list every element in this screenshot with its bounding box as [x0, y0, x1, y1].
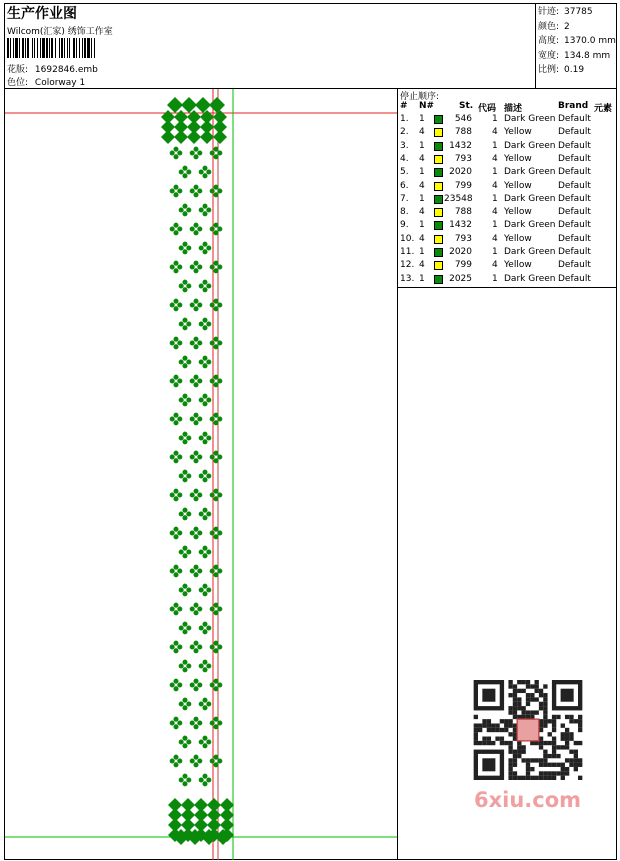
clover-motif	[209, 564, 224, 579]
row-needle: 4	[419, 180, 425, 191]
row-stitches: 793	[454, 233, 472, 244]
barcode-bar	[76, 38, 77, 58]
table-row	[400, 154, 616, 167]
row-stitches: 799	[454, 260, 472, 271]
design-file-row	[7, 62, 98, 75]
row-code: 4	[492, 153, 498, 164]
clover-motif	[209, 298, 224, 313]
row-needle: 1	[419, 140, 425, 151]
clover-motif	[169, 488, 184, 503]
clover-motif	[169, 298, 184, 313]
clover-motif	[209, 488, 224, 503]
barcode-bar	[61, 38, 63, 58]
clover-motif	[178, 507, 193, 522]
row-code: 4	[492, 127, 498, 138]
clover-motif	[189, 526, 204, 541]
row-code: 4	[492, 233, 498, 244]
clover-motif	[189, 564, 204, 579]
clover-motif	[189, 754, 204, 769]
row-code: 1	[492, 193, 498, 204]
row-num: 1.	[400, 114, 409, 124]
clover-motif	[189, 488, 204, 503]
stat-value: 134.8 mm	[564, 50, 611, 61]
row-stitches: 793	[454, 153, 472, 164]
company-name: Wilcom(汇家) 绣饰工作室	[7, 27, 113, 37]
top-cluster-diamond	[174, 130, 188, 144]
row-num: 6.	[400, 180, 409, 191]
clover-motif	[198, 659, 213, 674]
row-stitches: 1432	[449, 220, 472, 231]
stats-list	[538, 5, 616, 78]
barcode-bar	[7, 38, 9, 58]
row-num: 4.	[400, 153, 409, 164]
clover-motif	[178, 659, 193, 674]
row-brand: Default	[558, 260, 591, 271]
table-row	[400, 247, 616, 260]
clover-motif	[178, 355, 193, 370]
design-preview	[5, 89, 397, 860]
clover-motif	[198, 469, 213, 484]
col-element: 元素	[594, 104, 613, 114]
row-desc: Dark Green	[504, 167, 556, 178]
row-num: 7.	[400, 193, 409, 204]
clover-motif	[209, 602, 224, 617]
clover-motif	[189, 412, 204, 427]
clover-motif	[189, 298, 204, 313]
clover-motif	[189, 374, 204, 389]
row-num: 3.	[400, 140, 409, 151]
clover-motif	[169, 678, 184, 693]
clover-motif	[178, 165, 193, 180]
row-num: 8.	[400, 207, 409, 218]
row-needle: 1	[419, 247, 425, 257]
clover-motif	[209, 412, 224, 427]
top-cluster-diamond	[161, 130, 175, 144]
clover-motif	[189, 146, 204, 161]
clover-motif	[169, 716, 184, 731]
stop-sequence-title: 停止顺序:	[400, 92, 440, 102]
clover-motif	[178, 279, 193, 294]
clover-motif	[189, 184, 204, 199]
row-stitches: 788	[454, 127, 472, 138]
col-stitches: St.	[459, 101, 474, 111]
row-brand: Default	[558, 140, 591, 151]
clover-motif	[189, 336, 204, 351]
embroidery-motifs	[161, 97, 234, 845]
row-desc: Dark Green	[504, 273, 556, 284]
row-brand: Default	[558, 180, 591, 191]
clover-motif	[169, 754, 184, 769]
barcode-bar	[67, 38, 68, 58]
row-needle: 1	[419, 114, 425, 124]
row-brand: Default	[558, 127, 591, 138]
row-brand: Default	[558, 193, 591, 204]
clover-motif	[198, 165, 213, 180]
page-title: 生产作业图	[7, 6, 77, 22]
top-cluster-diamond	[209, 97, 225, 113]
row-brand: Default	[558, 207, 591, 218]
clover-motif	[169, 222, 184, 237]
clover-motif	[178, 431, 193, 446]
row-desc: Dark Green	[504, 247, 556, 257]
clover-motif	[169, 146, 184, 161]
table-row	[400, 127, 616, 140]
stat-height	[538, 34, 616, 49]
clover-motif	[169, 526, 184, 541]
barcode-bar	[34, 38, 35, 58]
table-divider	[397, 88, 398, 860]
row-num: 10.	[400, 233, 415, 244]
clover-motif	[198, 697, 213, 712]
col-desc: 描述	[504, 104, 523, 114]
clover-motif	[198, 317, 213, 332]
clover-motif	[198, 621, 213, 636]
row-desc: Dark Green	[504, 114, 556, 124]
clover-motif	[169, 412, 184, 427]
clover-motif	[209, 526, 224, 541]
barcode-bar	[59, 38, 60, 58]
color-swatch	[434, 142, 443, 151]
barcode-bar	[94, 38, 95, 58]
clover-motif	[198, 393, 213, 408]
row-stitches: 23548	[444, 193, 473, 204]
clover-motif	[198, 773, 213, 788]
barcode-bar	[69, 38, 70, 58]
color-swatch	[434, 248, 443, 257]
row-needle: 1	[419, 220, 425, 231]
row-stitches: 2025	[449, 273, 472, 284]
barcode-bar	[13, 38, 14, 58]
row-desc: Yellow	[504, 260, 532, 271]
top-cluster-diamond	[200, 130, 214, 144]
col-code: 代码	[478, 104, 497, 114]
row-stitches: 788	[454, 207, 472, 218]
barcode-bar	[82, 38, 83, 58]
barcode-bar	[51, 38, 53, 58]
barcode-bar	[10, 38, 11, 58]
row-desc: Yellow	[504, 180, 532, 191]
clover-motif	[169, 184, 184, 199]
barcode-bar	[91, 38, 92, 58]
clover-motif	[189, 716, 204, 731]
row-needle: 1	[419, 273, 425, 284]
row-desc: Yellow	[504, 207, 532, 218]
row-code: 4	[492, 180, 498, 191]
stat-value: 37785	[564, 7, 593, 17]
design-label: 花版:	[7, 65, 29, 75]
row-desc: Dark Green	[504, 193, 556, 204]
table-row	[400, 207, 616, 220]
row-stitches: 546	[454, 114, 472, 124]
top-cluster-diamond	[213, 130, 227, 144]
clover-motif	[209, 336, 224, 351]
barcode-bar	[42, 38, 45, 58]
col-num: #	[400, 101, 408, 111]
stat-label: 针迹:	[538, 7, 560, 17]
clover-motif	[178, 545, 193, 560]
barcode-bar	[64, 38, 65, 58]
stat-scale	[538, 63, 616, 78]
barcode-bar	[84, 38, 86, 58]
barcode-bar	[87, 38, 90, 58]
colorway-label: 色位:	[7, 78, 29, 88]
clover-motif	[178, 203, 193, 218]
clover-motif	[178, 773, 193, 788]
barcode-bar	[32, 38, 33, 58]
clover-motif	[189, 640, 204, 655]
row-needle: 4	[419, 127, 425, 138]
clover-motif	[198, 431, 213, 446]
color-swatch	[434, 168, 443, 177]
stat-value: 0.19	[564, 65, 585, 75]
row-needle: 4	[419, 207, 425, 218]
clover-motif	[209, 146, 224, 161]
stop-sequence-table	[400, 101, 616, 291]
color-swatch	[434, 155, 443, 164]
stat-label: 高度:	[538, 36, 560, 46]
row-code: 1	[492, 140, 498, 151]
color-swatch	[434, 208, 443, 217]
table-row	[400, 220, 616, 233]
stat-value: 2	[564, 21, 570, 32]
top-cluster-diamond	[181, 97, 197, 113]
color-swatch	[434, 195, 443, 204]
color-swatch	[434, 128, 443, 137]
row-brand: Default	[558, 233, 591, 244]
stat-colors	[538, 20, 616, 35]
clover-motif	[209, 640, 224, 655]
row-brand: Default	[558, 153, 591, 164]
row-stitches: 799	[454, 180, 472, 191]
clover-motif	[178, 241, 193, 256]
row-needle: 4	[419, 153, 425, 164]
row-desc: Yellow	[504, 233, 532, 244]
clover-motif	[209, 450, 224, 465]
row-needle: 4	[419, 260, 425, 271]
barcode-bar	[55, 38, 56, 58]
row-brand: Default	[558, 247, 591, 257]
row-brand: Default	[558, 114, 591, 124]
clover-motif	[198, 507, 213, 522]
row-desc: Dark Green	[504, 220, 556, 231]
table-row	[400, 274, 616, 287]
row-desc: Yellow	[504, 127, 532, 138]
clover-motif	[169, 374, 184, 389]
col-brand: Brand	[558, 101, 589, 111]
clover-motif	[178, 621, 193, 636]
stat-label: 颜色:	[538, 21, 560, 32]
clover-motif	[178, 317, 193, 332]
clover-motif	[169, 336, 184, 351]
clover-motif	[209, 374, 224, 389]
clover-motif	[198, 279, 213, 294]
clover-motif	[209, 260, 224, 275]
barcode-bar	[19, 38, 20, 58]
row-code: 1	[492, 114, 498, 124]
barcode-bar	[46, 38, 48, 58]
row-desc: Yellow	[504, 153, 532, 164]
clover-motif	[209, 222, 224, 237]
clover-motif	[189, 678, 204, 693]
stat-label: 宽度:	[538, 50, 560, 61]
barcode-bar	[25, 38, 26, 58]
color-swatch	[434, 221, 443, 230]
row-stitches: 2020	[449, 167, 472, 178]
row-num: 13.	[400, 273, 415, 284]
table-row	[400, 194, 616, 207]
colorway-value: Colorway 1	[34, 78, 86, 88]
row-brand: Default	[558, 220, 591, 231]
color-swatch	[434, 115, 443, 124]
clover-motif	[189, 260, 204, 275]
colorway-row	[7, 75, 85, 88]
clover-motif	[198, 545, 213, 560]
clover-motif	[209, 184, 224, 199]
table-row	[400, 114, 616, 127]
barcode-bar	[27, 38, 29, 58]
barcode-bar	[40, 38, 41, 58]
color-swatch	[434, 235, 443, 244]
clover-motif	[209, 754, 224, 769]
clover-motif	[209, 716, 224, 731]
clover-motif	[198, 583, 213, 598]
clover-motif	[178, 469, 193, 484]
clover-motif	[178, 697, 193, 712]
clover-motif	[178, 393, 193, 408]
top-cluster-diamond	[187, 130, 201, 144]
barcode-bar	[79, 38, 80, 58]
clover-motif	[189, 450, 204, 465]
row-needle: 4	[419, 233, 425, 244]
barcode-bar	[49, 38, 50, 58]
clover-motif	[189, 602, 204, 617]
row-brand: Default	[558, 273, 591, 284]
clover-motif	[169, 564, 184, 579]
stat-value: 1370.0 mm	[564, 36, 616, 46]
barcode-bar	[73, 38, 75, 58]
row-num: 2.	[400, 127, 409, 138]
row-needle: 1	[419, 167, 425, 178]
row-num: 11.	[400, 247, 415, 257]
row-num: 9.	[400, 220, 409, 231]
table-row	[400, 141, 616, 154]
row-desc: Dark Green	[504, 140, 556, 151]
barcode-bar	[15, 38, 18, 58]
table-row	[400, 181, 616, 194]
clover-motif	[169, 450, 184, 465]
clover-motif	[169, 640, 184, 655]
barcode-bar	[22, 38, 24, 58]
watermark-text: 6xiu.com	[474, 788, 582, 812]
row-num: 5.	[400, 167, 409, 178]
row-code: 4	[492, 207, 498, 218]
clover-motif	[198, 203, 213, 218]
row-code: 4	[492, 260, 498, 271]
row-brand: Default	[558, 167, 591, 178]
clover-motif	[209, 678, 224, 693]
table-row	[400, 260, 616, 273]
row-code: 1	[492, 247, 498, 257]
row-code: 1	[492, 167, 498, 178]
clover-motif	[198, 355, 213, 370]
watermark-block	[470, 680, 586, 814]
color-swatch	[434, 275, 443, 284]
stat-width	[538, 49, 616, 64]
row-stitches: 1432	[449, 140, 472, 151]
clover-motif	[169, 602, 184, 617]
table-row	[400, 234, 616, 247]
table-row	[400, 167, 616, 180]
design-value: 1692846.emb	[34, 65, 98, 75]
clover-motif	[198, 735, 213, 750]
row-num: 12.	[400, 260, 415, 271]
color-swatch	[434, 261, 443, 270]
clover-motif	[189, 222, 204, 237]
clover-motif	[169, 260, 184, 275]
qr-code-image	[473, 680, 583, 780]
row-code: 1	[492, 273, 498, 284]
clover-motif	[178, 583, 193, 598]
color-swatch	[434, 182, 443, 191]
barcode-image	[7, 38, 142, 58]
table-header	[400, 101, 616, 114]
row-needle: 1	[419, 193, 425, 204]
barcode-bar	[37, 38, 38, 58]
col-needle: N#	[419, 101, 435, 111]
stat-stitches	[538, 5, 616, 20]
top-cluster-diamond	[195, 97, 211, 113]
stat-label: 比例:	[538, 65, 560, 75]
clover-motif	[198, 241, 213, 256]
row-stitches: 2020	[449, 247, 472, 257]
row-code: 1	[492, 220, 498, 231]
clover-motif	[178, 735, 193, 750]
